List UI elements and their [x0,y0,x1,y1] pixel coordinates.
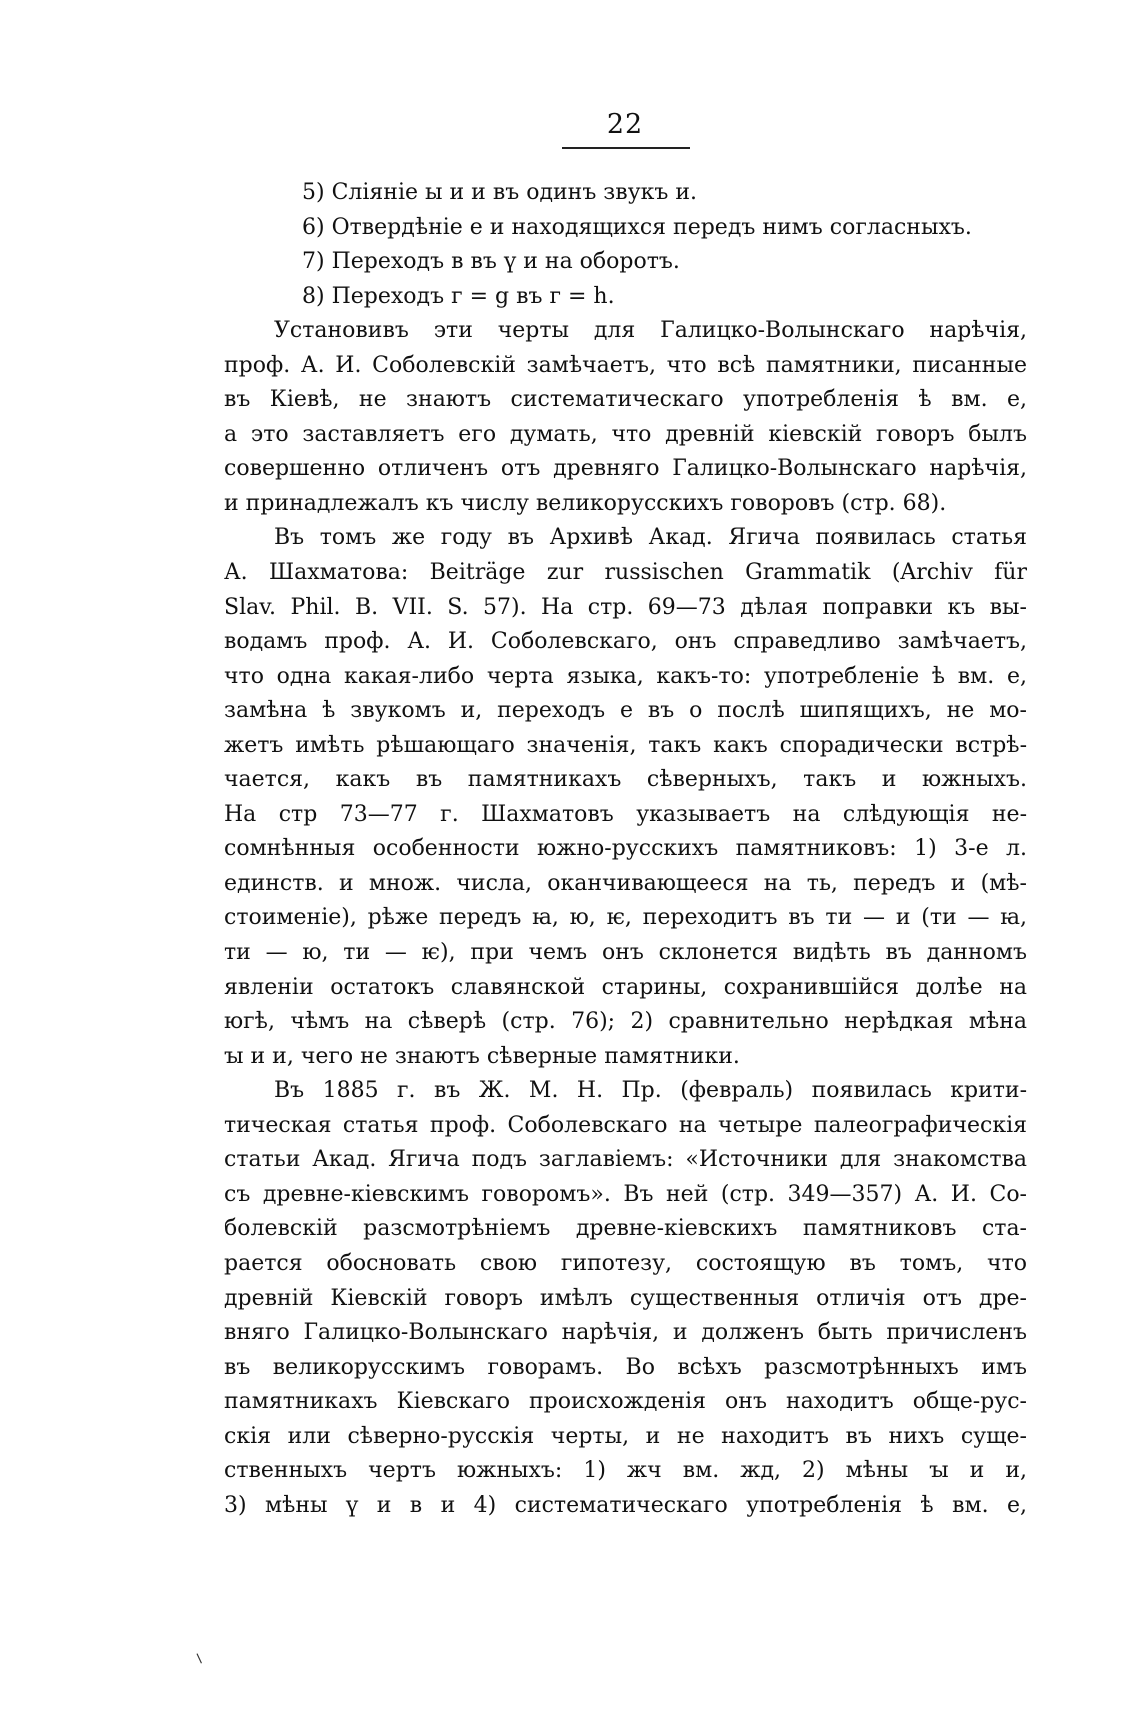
paragraph-2-line: А. Шахматова: Beiträge zur russischen Grammatik (Archiv für [224,560,1027,586]
paragraph-3-line: Въ 1885 г. въ Ж. М. Н. Пр. (февраль) появилась крити- [274,1078,1027,1104]
paragraph-3-line: въ великорусскимъ говорамъ. Во всѣхъ разсмотрѣнныхъ имъ [224,1354,1027,1380]
paragraph-1-line: Установивъ эти черты для Галицко-Волынскаго нарѣчія, [274,318,1027,344]
list-item-5: 5) Сліяніе ы и и въ одинъ звукъ и. [302,180,698,205]
paragraph-3-line: съ древне-кіевскимъ говоромъ». Въ ней (стр. 349—357) А. И. Со- [224,1181,1027,1207]
paragraph-3-line: вняго Галицко-Волынскаго нарѣчія, и долженъ быть причисленъ [224,1320,1027,1346]
list-item-6: 6) Отвердѣніе е и находящихся передъ нимъ согласныхъ. [302,214,972,240]
paragraph-3-line: статьи Акад. Ягича подъ заглавіемъ: «Источники для знакомства [224,1147,1027,1173]
page-number: 22 [606,109,644,140]
paragraph-2-line: ꙑ и и, чего не знаютъ сѣверные памятники. [224,1043,740,1069]
paragraph-2-line: что одна какая-либо черта языка, какъ-то: употребленіе ѣ вм. е, [224,663,1027,689]
paragraph-2-line: стоименіе), рѣже передъ ꙗ, ю, ѥ, переходитъ въ ти — и (ти — ꙗ, [224,905,1027,931]
paragraph-1-line: а это заставляетъ его думать, что древній кіевскій говоръ былъ [224,421,1027,447]
paragraph-2-line: водамъ проф. А. И. Соболевскаго, онъ справедливо замѣчаетъ, [224,629,1027,655]
paragraph-2-line: замѣна ѣ звукомъ и, переходъ е въ о послѣ шипящихъ, не мо- [224,698,1027,724]
paragraph-3-line: рается обосновать свою гипотезу, состоящую въ томъ, что [224,1250,1027,1276]
paragraph-2-line: На стр 73—77 г. Шахматовъ указываетъ на слѣдующія не- [224,801,1027,827]
paragraph-3-line: тическая статья проф. Соболевскаго на четыре палеографическія [224,1112,1027,1138]
paragraph-3-line: 3) мѣны ү и в и 4) систематическаго употребленія ѣ вм. е, [224,1492,1027,1518]
paragraph-1-line: проф. А. И. Соболевскій замѣчаетъ, что всѣ памятники, писанные [224,352,1027,378]
paragraph-1-line: въ Кіевѣ, не знаютъ систематическаго употребленія ѣ вм. е, [224,387,1027,413]
paragraph-2-line: единств. и множ. числа, оканчивающееся на ть, передъ и (мѣ- [224,870,1027,896]
paragraph-2-line: сомнѣнныя особенности южно-русскихъ памятниковъ: 1) 3-е л. [224,836,1027,862]
paragraph-1-line: и принадлежалъ къ числу великорусскихъ говоровъ (стр. 68). [224,490,947,516]
paragraph-3-line: скія или сѣверно-русскія черты, и не находитъ въ нихъ суще- [224,1423,1027,1449]
paragraph-3-line: древній Кіевскій говоръ имѣлъ существенныя отличія отъ дре- [224,1285,1027,1311]
margin-mark: ⸜ [191,1640,211,1669]
paragraph-3-line: ственныхъ чертъ южныхъ: 1) жч вм. жд, 2) мѣны ꙑ и и, [224,1458,1027,1484]
paragraph-2-line: югѣ, чѣмъ на сѣверѣ (стр. 76); 2) сравнительно нерѣдкая мѣна [224,1009,1027,1035]
paragraph-3-line: болевскій разсмотрѣніемъ древне-кіевскихъ памятниковъ ста- [224,1216,1027,1242]
paragraph-2-line: Slav. Phil. B. VII. S. 57). На стр. 69—73 дѣлая поправки къ вы- [224,594,1027,620]
paragraph-2-line: жетъ имѣть рѣшающаго значенія, такъ какъ спорадически встрѣ- [224,732,1027,758]
list-item-8: 8) Переходъ г = g въ г = h. [302,283,615,309]
paragraph-3-line: памятникахъ Кіевскаго происхожденія онъ находитъ обще-рус- [224,1389,1027,1415]
paragraph-2-line: чается, какъ въ памятникахъ сѣверныхъ, такъ и южныхъ. [224,767,1027,793]
body-text [224,176,1027,1523]
paragraph-2-line: явленіи остатокъ славянской старины, сохранившійся долѣе на [224,974,1027,1000]
paragraph-1-line: совершенно отличенъ отъ древняго Галицко-Волынскаго нарѣчія, [224,456,1027,482]
paragraph-2-line: ти — ю, ти — ѥ), при чемъ онъ склонется видѣть въ данномъ [224,940,1027,966]
paragraph-2-line: Въ томъ же году въ Архивѣ Акад. Ягича появилась статья [274,525,1027,551]
list-item-7: 7) Переходъ в въ ү и на оборотъ. [302,249,680,275]
header-rule [562,147,690,149]
